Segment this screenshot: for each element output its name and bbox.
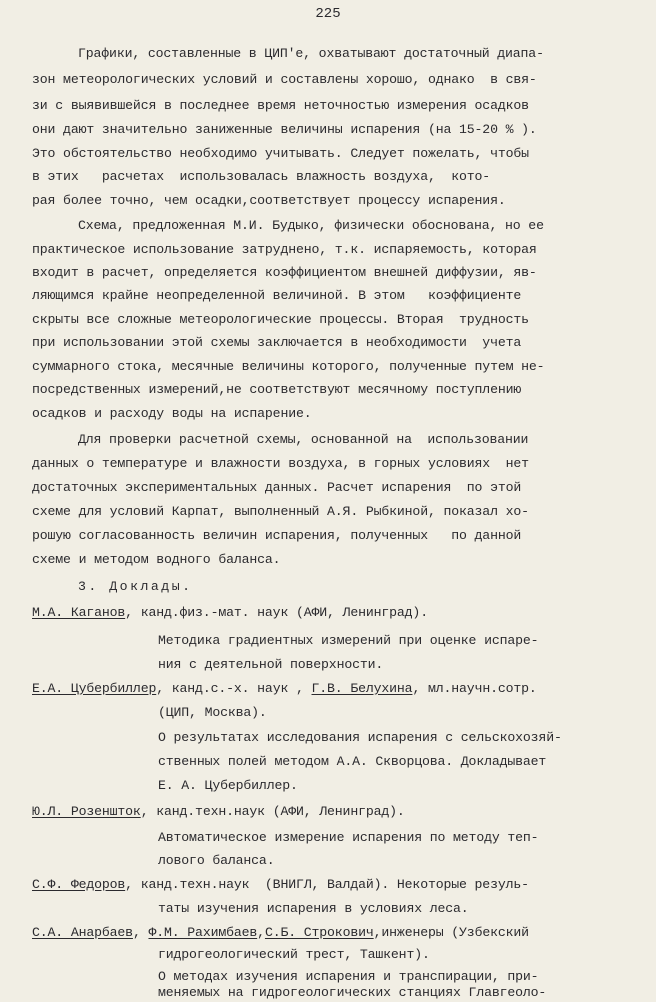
report-detail-line: гидрогеологический трест, Ташкент). [158,947,430,962]
author-name: М.А. Каганов [32,605,126,620]
author-name: Е.А. Цубербиллер [32,681,157,696]
paragraph-line: осадков и расходу воды на испарение. [32,406,312,421]
paragraph-line: рая более точно, чем осадки,соответствует процессу испарения. [32,193,506,208]
page-number: 225 [315,6,341,22]
report-author-line [32,803,405,821]
paragraph-line: зи с выявившейся в последнее время неточностью измерения осадков [32,98,529,113]
report-author-line [32,604,428,622]
paragraph-line: ляющимся крайне неопределенной величиной. В этом коэффициенте [32,288,522,303]
author-name: С.А. Анарбаев [32,925,133,940]
paragraph-line: входит в расчет, определяется коэффициентом внешней диффузии, яв- [32,265,537,280]
report-detail-line: ния с деятельной поверхности. [158,657,384,672]
author-name: С.Б. Строкович [264,925,374,940]
paragraph-line: данных о температуре и влажности воздуха, в горных условиях нет [32,456,529,471]
paragraph-line: Графики, составленные в ЦИП'е, охватывают достаточный диапа- [78,46,544,61]
author-affiliation: , [132,925,149,940]
report-detail-line: О методах изучения испарения и транспирации, при- [158,969,539,984]
author-affiliation: ,инженеры (Узбекский [373,925,529,940]
author-affiliation: , [257,925,265,940]
report-detail-line: ственных полей методом А.А. Скворцова. Докладывает [158,754,547,769]
paragraph-line: скрыты все сложные метеорологические процессы. Вторая трудность [32,312,529,327]
paragraph-line: схеме для условий Карпат, выполненный А.Я. Рыбкиной, показал хо- [32,504,529,519]
report-detail-line: меняемых на гидрогеологических станциях Главгеоло- [158,985,547,1000]
report-detail-line: (ЦИП, Москва). [158,705,267,720]
report-detail-line: О результатах исследования испарения с сельскохозяй- [158,730,562,745]
paragraph-line: при использовании этой схемы заключается в необходимости учета [32,335,522,350]
paragraph-line: Это обстоятельство необходимо учитывать. Следует пожелать, чтобы [32,146,529,161]
paragraph-line: зон метеорологических условий и составлены хорошо, однако в свя- [32,72,537,87]
report-detail-line: Е. А. Цубербиллер. [158,778,298,793]
report-author-line [32,680,537,698]
reports-heading: 3. Доклады. [78,579,193,594]
report-detail-line: таты изучения испарения в условиях леса. [158,901,469,916]
paragraph-line: схеме и методом водного баланса. [32,552,281,567]
paragraph-line: Схема, предложенная М.И. Будыко, физически обоснована, но ее [78,218,544,233]
author-affiliation: , мл.научн.сотр. [412,681,537,696]
author-affiliation: , канд.техн.наук (АФИ, Ленинград). [140,804,405,819]
paragraph-line: суммарного стока, месячные величины которого, полученные путем не- [32,359,545,374]
author-name: Г.В. Белухина [311,681,413,696]
author-affiliation: , канд.техн.наук (ВНИГЛ, Валдай). Некоторые резуль- [125,877,529,892]
author-name: Ю.Л. Розеншток [32,804,141,819]
paragraph-line: Для проверки расчетной схемы, основанной на использовании [78,432,529,447]
report-detail-line: Автоматическое измерение испарения по методу теп- [158,830,539,845]
paragraph-line: они дают значительно заниженные величины испарения (на 15-20 % ). [32,122,537,137]
paragraph-line: в этих расчетах использовалась влажность воздуха, кото- [32,169,491,184]
paragraph-line: рошую согласованность величин испарения, полученных по данной [32,528,522,543]
report-detail-line: лового баланса. [158,853,275,868]
report-author-line [32,876,529,894]
author-affiliation: , канд.с.-х. наук , [156,681,312,696]
author-name: С.Ф. Федоров [32,877,126,892]
paragraph-line: практическое использование затруднено, т.к. испаряемость, которая [32,242,537,257]
report-detail-line: Методика градиентных измерений при оценке испаре- [158,633,539,648]
report-author-line [32,924,529,942]
paragraph-line: посредственных измерений,не соответствуют месячному поступлению [32,382,522,397]
author-name: Ф.М. Рахимбаев [148,925,258,940]
author-affiliation: , канд.физ.-мат. наук (АФИ, Ленинград). [125,605,428,620]
paragraph-line: достаточных экспериментальных данных. Расчет испарения по этой [32,480,522,495]
